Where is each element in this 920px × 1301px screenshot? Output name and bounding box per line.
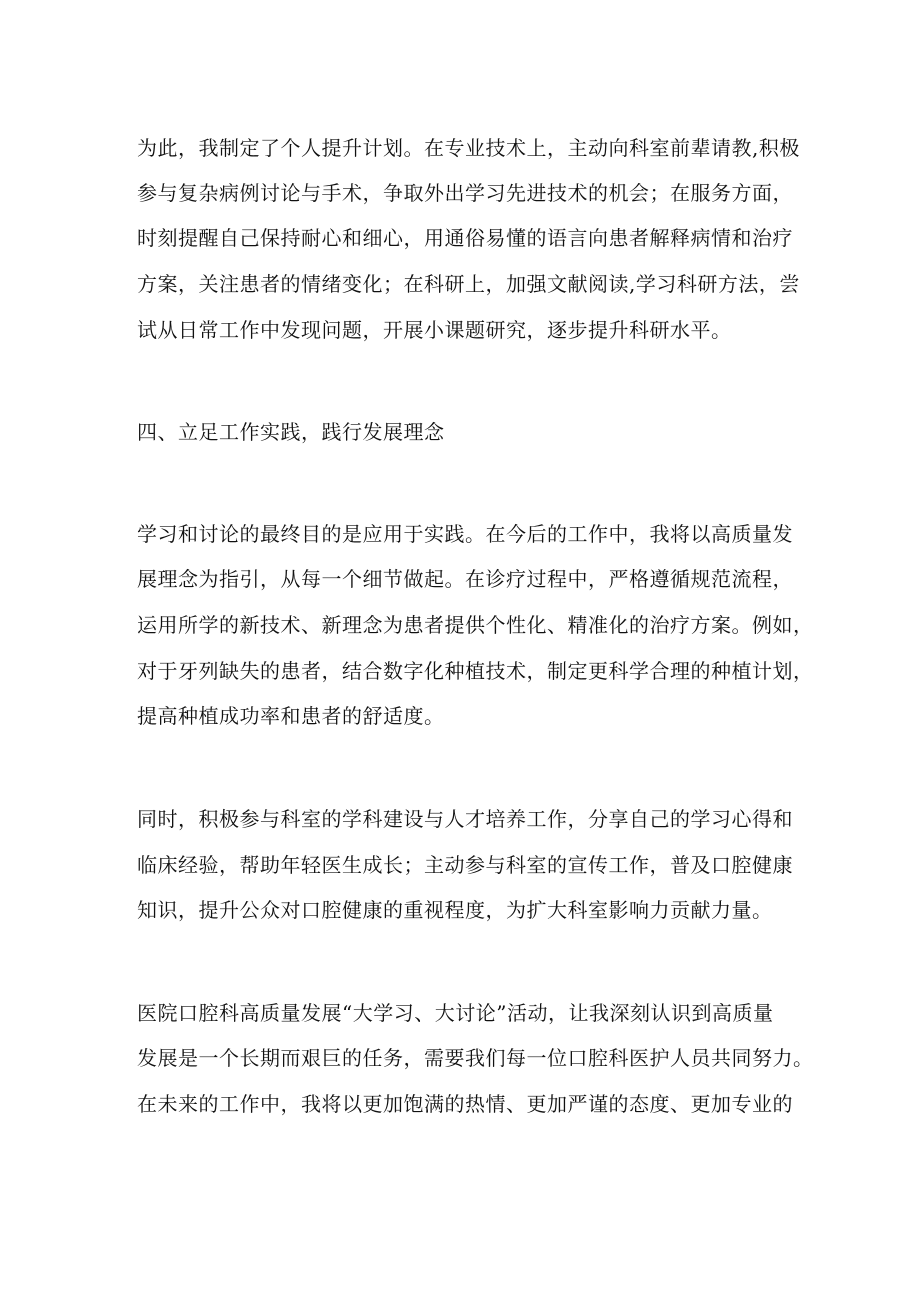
- practice-paragraph-line-3: 运用所学的新技术、新理念为患者提供个性化、精准化的治疗方案。例如，: [137, 613, 814, 637]
- plan-paragraph-line-3: 时刻提醒自己保持耐心和细心，用通俗易懂的语言向患者解释病情和治疗: [137, 226, 793, 250]
- practice-paragraph-line-2: 展理念为指引，从每一个细节做起。在诊疗过程中，严格遵循规范流程，: [137, 567, 793, 591]
- plan-paragraph-line-5: 试从日常工作中发现问题，开展小课题研究，逐步提升科研水平。: [137, 318, 732, 342]
- practice-paragraph-line-4: 对于牙列缺失的患者，结合数字化种植技术，制定更科学合理的种植计划，: [137, 659, 814, 683]
- contribution-paragraph-line-3: 知识，提升公众对口腔健康的重视程度，为扩大科室影响力贡献力量。: [137, 898, 773, 922]
- section-heading: 四、立足工作实践，践行发展理念: [137, 420, 445, 444]
- plan-paragraph-line-1: 为此，我制定了个人提升计划。在专业技术上，主动向科室前辈请教,积极: [137, 136, 800, 160]
- conclusion-paragraph-line-2: 发展是一个长期而艰巨的任务，需要我们每一位口腔科医护人员共同努力。: [137, 1046, 814, 1070]
- practice-paragraph-line-1: 学习和讨论的最终目的是应用于实践。在今后的工作中，我将以高质量发: [137, 522, 793, 546]
- plan-paragraph-line-2: 参与复杂病例讨论与手术，争取外出学习先进技术的机会；在服务方面，: [137, 181, 793, 205]
- conclusion-paragraph-line-3: 在未来的工作中，我将以更加饱满的热情、更加严谨的态度、更加专业的: [137, 1092, 793, 1116]
- contribution-paragraph-line-1: 同时，积极参与科室的学科建设与人才培养工作，分享自己的学习心得和: [137, 807, 793, 831]
- contribution-paragraph-line-2: 临床经验，帮助年轻医生成长；主动参与科室的宣传工作，普及口腔健康: [137, 853, 793, 877]
- conclusion-paragraph-line-1: 医院口腔科高质量发展“大学习、大讨论”活动，让我深刻认识到高质量: [137, 1001, 774, 1025]
- practice-paragraph-line-5: 提高种植成功率和患者的舒适度。: [137, 704, 445, 728]
- plan-paragraph-line-4: 方案，关注患者的情绪变化；在科研上，加强文献阅读,学习科研方法，尝: [137, 272, 800, 296]
